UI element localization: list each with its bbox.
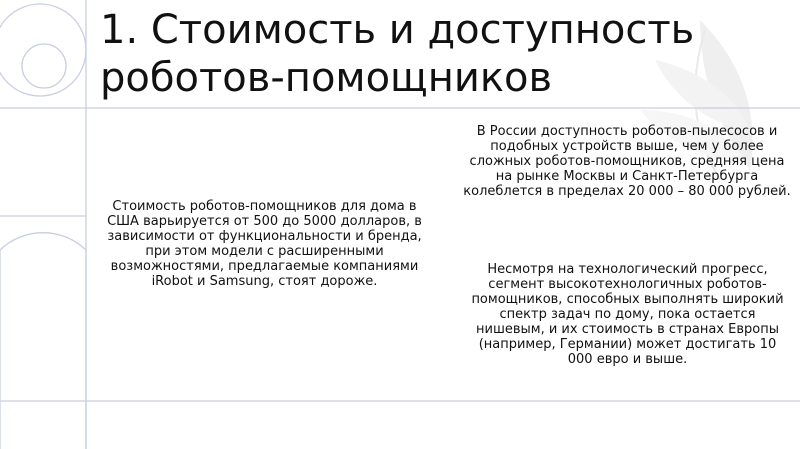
decor-circle-small [22,44,66,88]
decor-circle-large [0,4,86,96]
right-bottom-paragraph: Несмотря на технологический прогресс, сегмент высокотехнологичных роботов-помощников, способных выполнять широкий спектр задач по дому, пока остается нишевым, и их стоимость в странах Европы (например, Германии) может достигать 10 000 евро и выше. [471,262,784,367]
right-top-paragraph: В России доступность роботов-пылесосов и подобных устройств выше, чем у более сложных роботов-помощников, средняя цена на рынке Москвы и Санкт-Петербурга колеблется в пределах 20 000 – 80 000 рублей. [463,124,791,199]
left-paragraph: Стоимость роботов-помощников для дома в США варьируется от 500 до 5000 долларов, в зависимости от функциональности и бренда, при этом модели с расширенными возможностями, предлагаемые компаниями iRobot и Samsung, стоят дороже. [107,199,422,289]
decor-arch [0,233,86,449]
slide-title: 1. Стоимость и доступность роботов-помощников [100,7,695,101]
